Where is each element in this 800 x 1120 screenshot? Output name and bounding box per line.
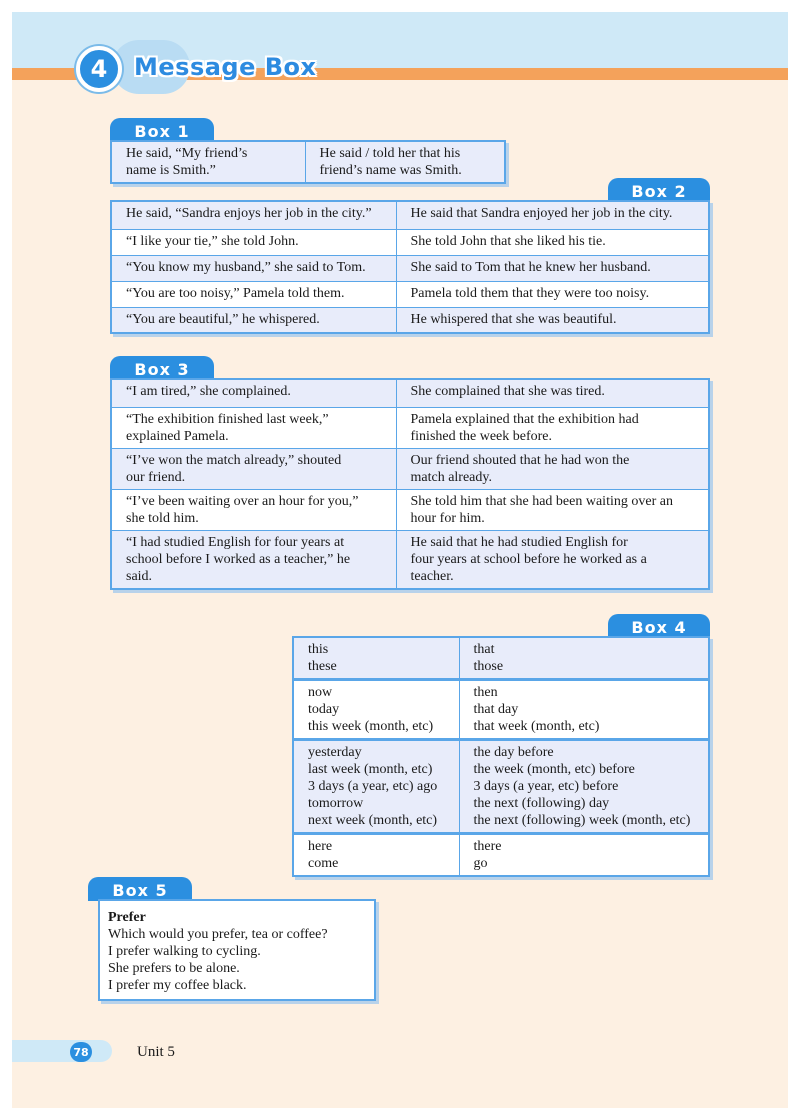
table-cell: “I am tired,” she complained. bbox=[111, 379, 396, 407]
box5-line: She prefers to be alone. bbox=[108, 961, 240, 976]
table-cell: She complained that she was tired. bbox=[396, 379, 709, 407]
table-cell: Our friend shouted that he had won the match already. bbox=[396, 448, 709, 489]
box5-line: I prefer walking to cycling. bbox=[108, 944, 261, 959]
table-cell: He whispered that she was beautiful. bbox=[396, 307, 709, 333]
box3-label: Box 3 bbox=[110, 356, 214, 380]
table-row bbox=[111, 281, 709, 307]
unit-label: Unit 5 bbox=[137, 1044, 175, 1060]
table-cell: “I like your tie,” she told John. bbox=[111, 229, 396, 255]
box4-label: Box 4 bbox=[608, 614, 710, 638]
table-cell: She said to Tom that he knew her husband. bbox=[396, 255, 709, 281]
box5-line: Which would you prefer, tea or coffee? bbox=[108, 927, 328, 942]
table-cell: “You are beautiful,” he whispered. bbox=[111, 307, 396, 333]
box5-label: Box 5 bbox=[88, 877, 192, 901]
table-cell: yesterday last week (month, etc) 3 days (a year, etc) ago tomorrow next week (month, etc) bbox=[293, 740, 459, 834]
table-row bbox=[293, 637, 709, 680]
box5-line: I prefer my coffee black. bbox=[108, 978, 247, 993]
table-row bbox=[111, 448, 709, 489]
table-cell: He said / told her that his friend’s name was Smith. bbox=[305, 141, 505, 183]
table-row bbox=[111, 530, 709, 589]
table-cell: there go bbox=[459, 834, 709, 877]
table-row bbox=[293, 834, 709, 877]
box2-label: Box 2 bbox=[608, 178, 710, 202]
table-row bbox=[111, 255, 709, 281]
table-row bbox=[111, 489, 709, 530]
page-number-badge: 78 bbox=[70, 1042, 92, 1062]
table-row bbox=[111, 407, 709, 448]
page-title: Message Box bbox=[134, 53, 317, 81]
table-cell: the day before the week (month, etc) before 3 days (a year, etc) before the next (following) day the next (following) week (month, etc) bbox=[459, 740, 709, 834]
table-cell: He said that Sandra enjoyed her job in the city. bbox=[396, 201, 709, 229]
table-cell: now today this week (month, etc) bbox=[293, 680, 459, 740]
table-cell: here come bbox=[293, 834, 459, 877]
page bbox=[12, 12, 788, 1108]
table-cell: then that day that week (month, etc) bbox=[459, 680, 709, 740]
table-row bbox=[111, 379, 709, 407]
table-row bbox=[111, 229, 709, 255]
table-cell: Pamela told them that they were too noisy. bbox=[396, 281, 709, 307]
table-row bbox=[111, 141, 505, 183]
table-cell: “You know my husband,” she said to Tom. bbox=[111, 255, 396, 281]
table-cell: “I had studied English for four years at school before I worked as a teacher,” he said. bbox=[111, 530, 396, 589]
table-row bbox=[293, 740, 709, 834]
box4-table bbox=[292, 636, 710, 877]
table-cell: He said that he had studied English for four years at school before he worked as a teacher. bbox=[396, 530, 709, 589]
box3-table bbox=[110, 378, 710, 590]
footer-band bbox=[12, 1040, 112, 1062]
table-cell: this these bbox=[293, 637, 459, 680]
table-cell: He said, “Sandra enjoys her job in the city.” bbox=[111, 201, 396, 229]
table-cell: “I’ve won the match already,” shouted our friend. bbox=[111, 448, 396, 489]
table-row bbox=[293, 680, 709, 740]
table-cell: that those bbox=[459, 637, 709, 680]
box2-table bbox=[110, 200, 710, 334]
section-number-badge: 4 bbox=[76, 46, 122, 92]
box1-table bbox=[110, 140, 506, 184]
table-row bbox=[111, 307, 709, 333]
table-cell: “You are too noisy,” Pamela told them. bbox=[111, 281, 396, 307]
table-cell: “I’ve been waiting over an hour for you,” she told him. bbox=[111, 489, 396, 530]
table-cell: He said, “My friend’s name is Smith.” bbox=[111, 141, 305, 183]
table-cell: She told him that she had been waiting over an hour for him. bbox=[396, 489, 709, 530]
table-cell: Pamela explained that the exhibition had finished the week before. bbox=[396, 407, 709, 448]
box1-label: Box 1 bbox=[110, 118, 214, 142]
box5-panel bbox=[98, 899, 376, 1001]
table-cell: She told John that she liked his tie. bbox=[396, 229, 709, 255]
table-cell: “The exhibition finished last week,” explained Pamela. bbox=[111, 407, 396, 448]
table-row bbox=[111, 201, 709, 229]
box5-heading: Prefer bbox=[108, 910, 146, 925]
